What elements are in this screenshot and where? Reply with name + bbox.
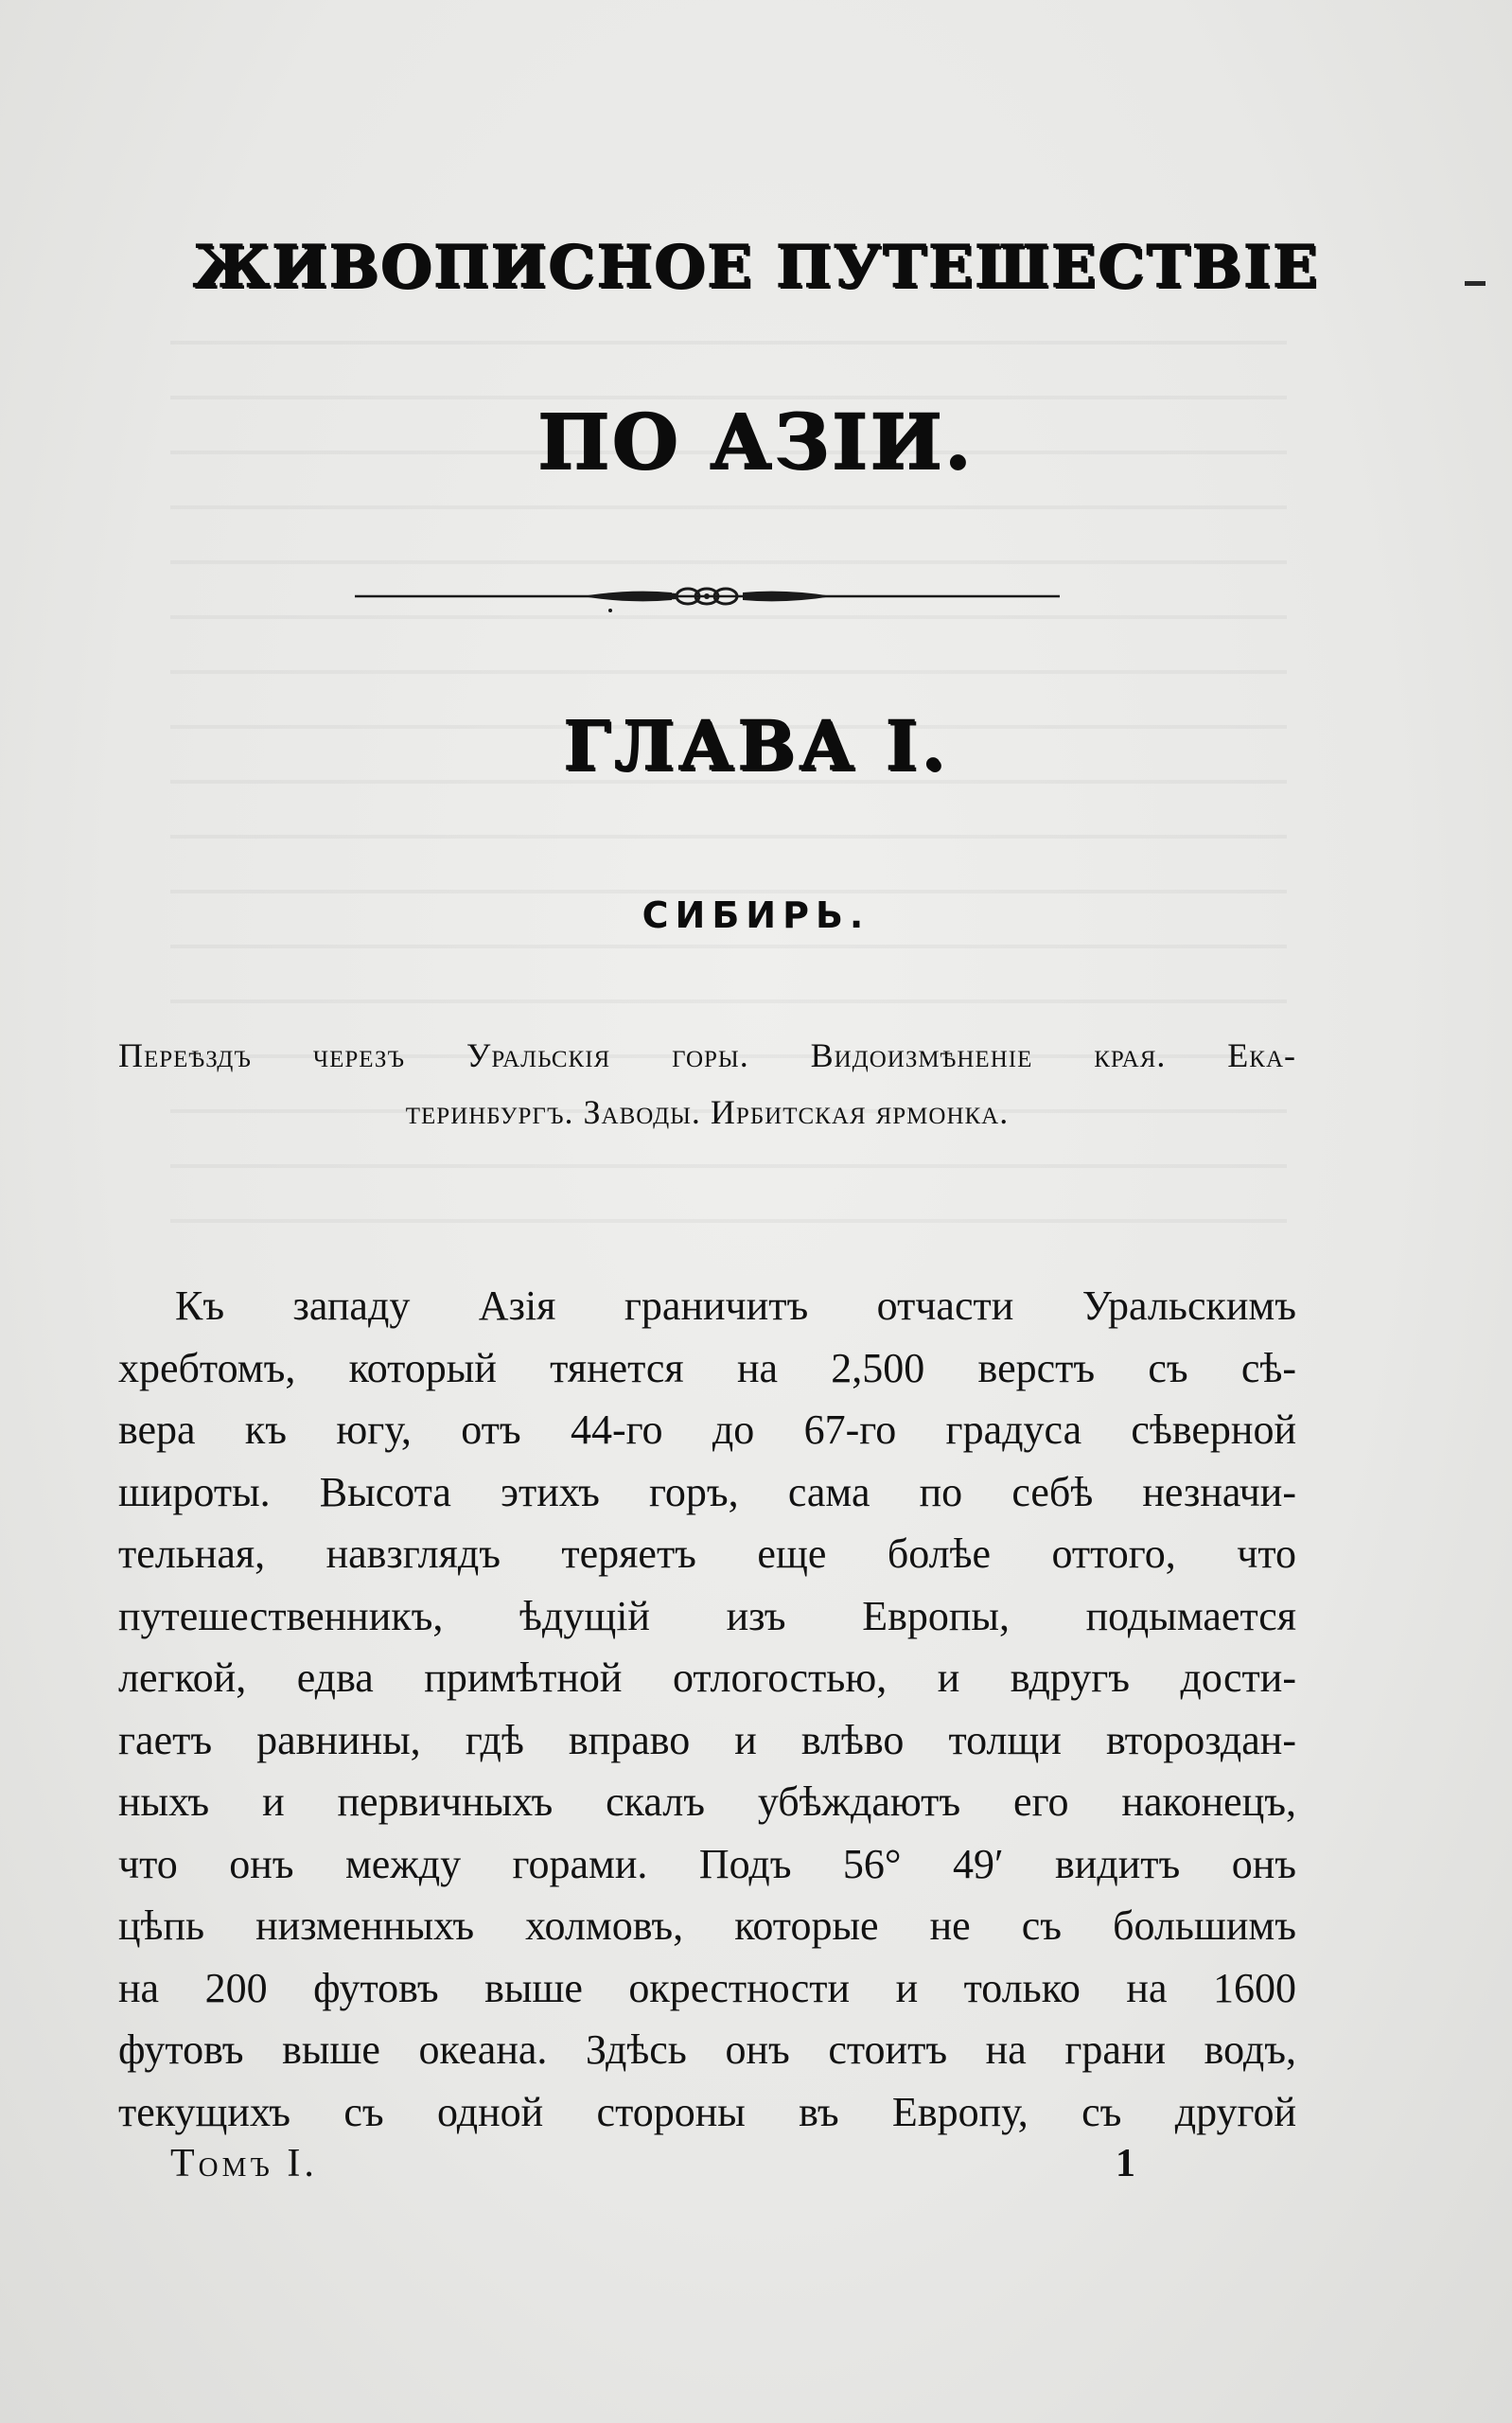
- book-title: ЖИВОПИСНОЕ ПУТЕШЕСТВІЕ: [192, 232, 1320, 301]
- text-line: Къ западу Азія граничитъ отчасти Уральскимъ: [175, 1282, 1296, 1329]
- text-line: легкой, едва примѣтной отлогостью, и вдругъ дости-: [118, 1654, 1296, 1701]
- text-line: футовъ выше океана. Здѣсь онъ стоитъ на грани водъ,: [118, 2026, 1296, 2073]
- body-paragraph: [118, 1275, 1296, 2143]
- text-line: путешественникъ, ѣдущій изъ Европы, подымается: [118, 1592, 1296, 1639]
- text-line: на 200 футовъ выше окрестности и только на 1600: [118, 1964, 1296, 2011]
- text-line: цѣпь низменныхъ холмовъ, которые не съ большимъ: [118, 1902, 1296, 1949]
- book-subtitle: ПО АЗІИ.: [537, 398, 975, 486]
- chapter-summary: [118, 1027, 1296, 1141]
- text-line: ныхъ и первичныхъ скалъ убѣждаютъ его наконецъ,: [118, 1778, 1296, 1825]
- section-title: СИБИРЬ.: [642, 894, 870, 936]
- chapter-heading: ГЛАВА I.: [563, 705, 949, 786]
- text-line: хребтомъ, который тянется на 2,500 верстъ съ сѣ-: [118, 1344, 1296, 1391]
- text-line: широты. Высота этихъ горъ, сама по себѣ незначи-: [118, 1468, 1296, 1515]
- page-number: 1: [1116, 2142, 1135, 2185]
- summary-line: Переѣздъ черезъ Уральскія горы. Видоизмѣненіе края. Ека-: [118, 1036, 1296, 1074]
- summary-line: теринбургъ. Заводы. Ирбитская ярмонка.: [405, 1093, 1010, 1131]
- ornament-divider: [355, 573, 1060, 620]
- text-line: вера къ югу, отъ 44-го до 67-го градуса сѣверной: [118, 1406, 1296, 1453]
- text-line: что онъ между горами. Подъ 56° 49′ видитъ онъ: [118, 1840, 1296, 1887]
- volume-label: Томъ I.: [170, 2142, 318, 2185]
- text-line: тельная, навзглядъ теряетъ еще болѣе оттого, что: [118, 1530, 1296, 1577]
- page-footer: [170, 2141, 1135, 2186]
- text-line: гаетъ равнины, гдѣ вправо и влѣво толщи второздан-: [118, 1716, 1296, 1763]
- text-line: текущихъ съ одной стороны въ Европу, съ другой: [118, 2088, 1296, 2135]
